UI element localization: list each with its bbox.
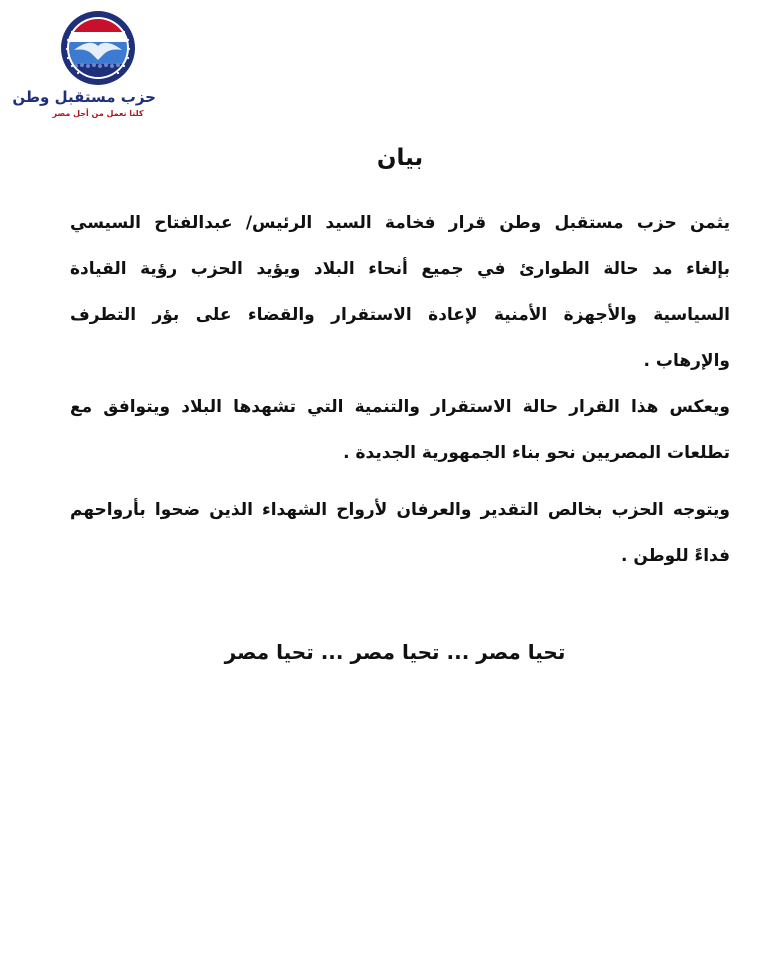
- closing-slogan: تحيا مصر ... تحيا مصر ... تحيا مصر: [224, 640, 566, 664]
- paragraph-2: [70, 384, 730, 476]
- party-slogan: كلنا نعمل من أجل مصر: [52, 109, 144, 118]
- paragraph-line: تطلعات المصريين نحو بناء الجمهورية الجديدة .: [343, 443, 730, 463]
- party-name: حزب مستقبل وطن: [12, 88, 156, 106]
- paragraph-line: والإرهاب .: [643, 351, 730, 371]
- document-title: بيان: [376, 145, 424, 171]
- paragraph-line: ويعكس هذا القرار حالة الاستقرار والتنمية التي تشهدها البلاد ويتوافق مع: [70, 397, 730, 417]
- paragraph-line: السياسية والأجهزة الأمنية لإعادة الاستقرار والقضاء على بؤر التطرف: [70, 305, 730, 325]
- paragraph-line: بإلغاء مد حالة الطوارئ في جميع أنحاء البلاد ويؤيد الحزب رؤية القيادة: [70, 259, 730, 279]
- paragraph-line: يثمن حزب مستقبل وطن قرار فخامة السيد الرئيس/ عبدالفتاح السيسي: [70, 213, 730, 233]
- statement-body: [70, 200, 730, 579]
- paragraph-line: ويتوجه الحزب بخالص التقدير والعرفان لأرواح الشهداء الذين ضحوا بأرواحهم: [70, 500, 730, 520]
- paragraph-3: [70, 487, 730, 579]
- paragraph-line: فداءً للوطن .: [620, 546, 730, 566]
- party-emblem-icon: [60, 10, 136, 86]
- paragraph-1: [70, 200, 730, 384]
- party-logo: [12, 8, 160, 126]
